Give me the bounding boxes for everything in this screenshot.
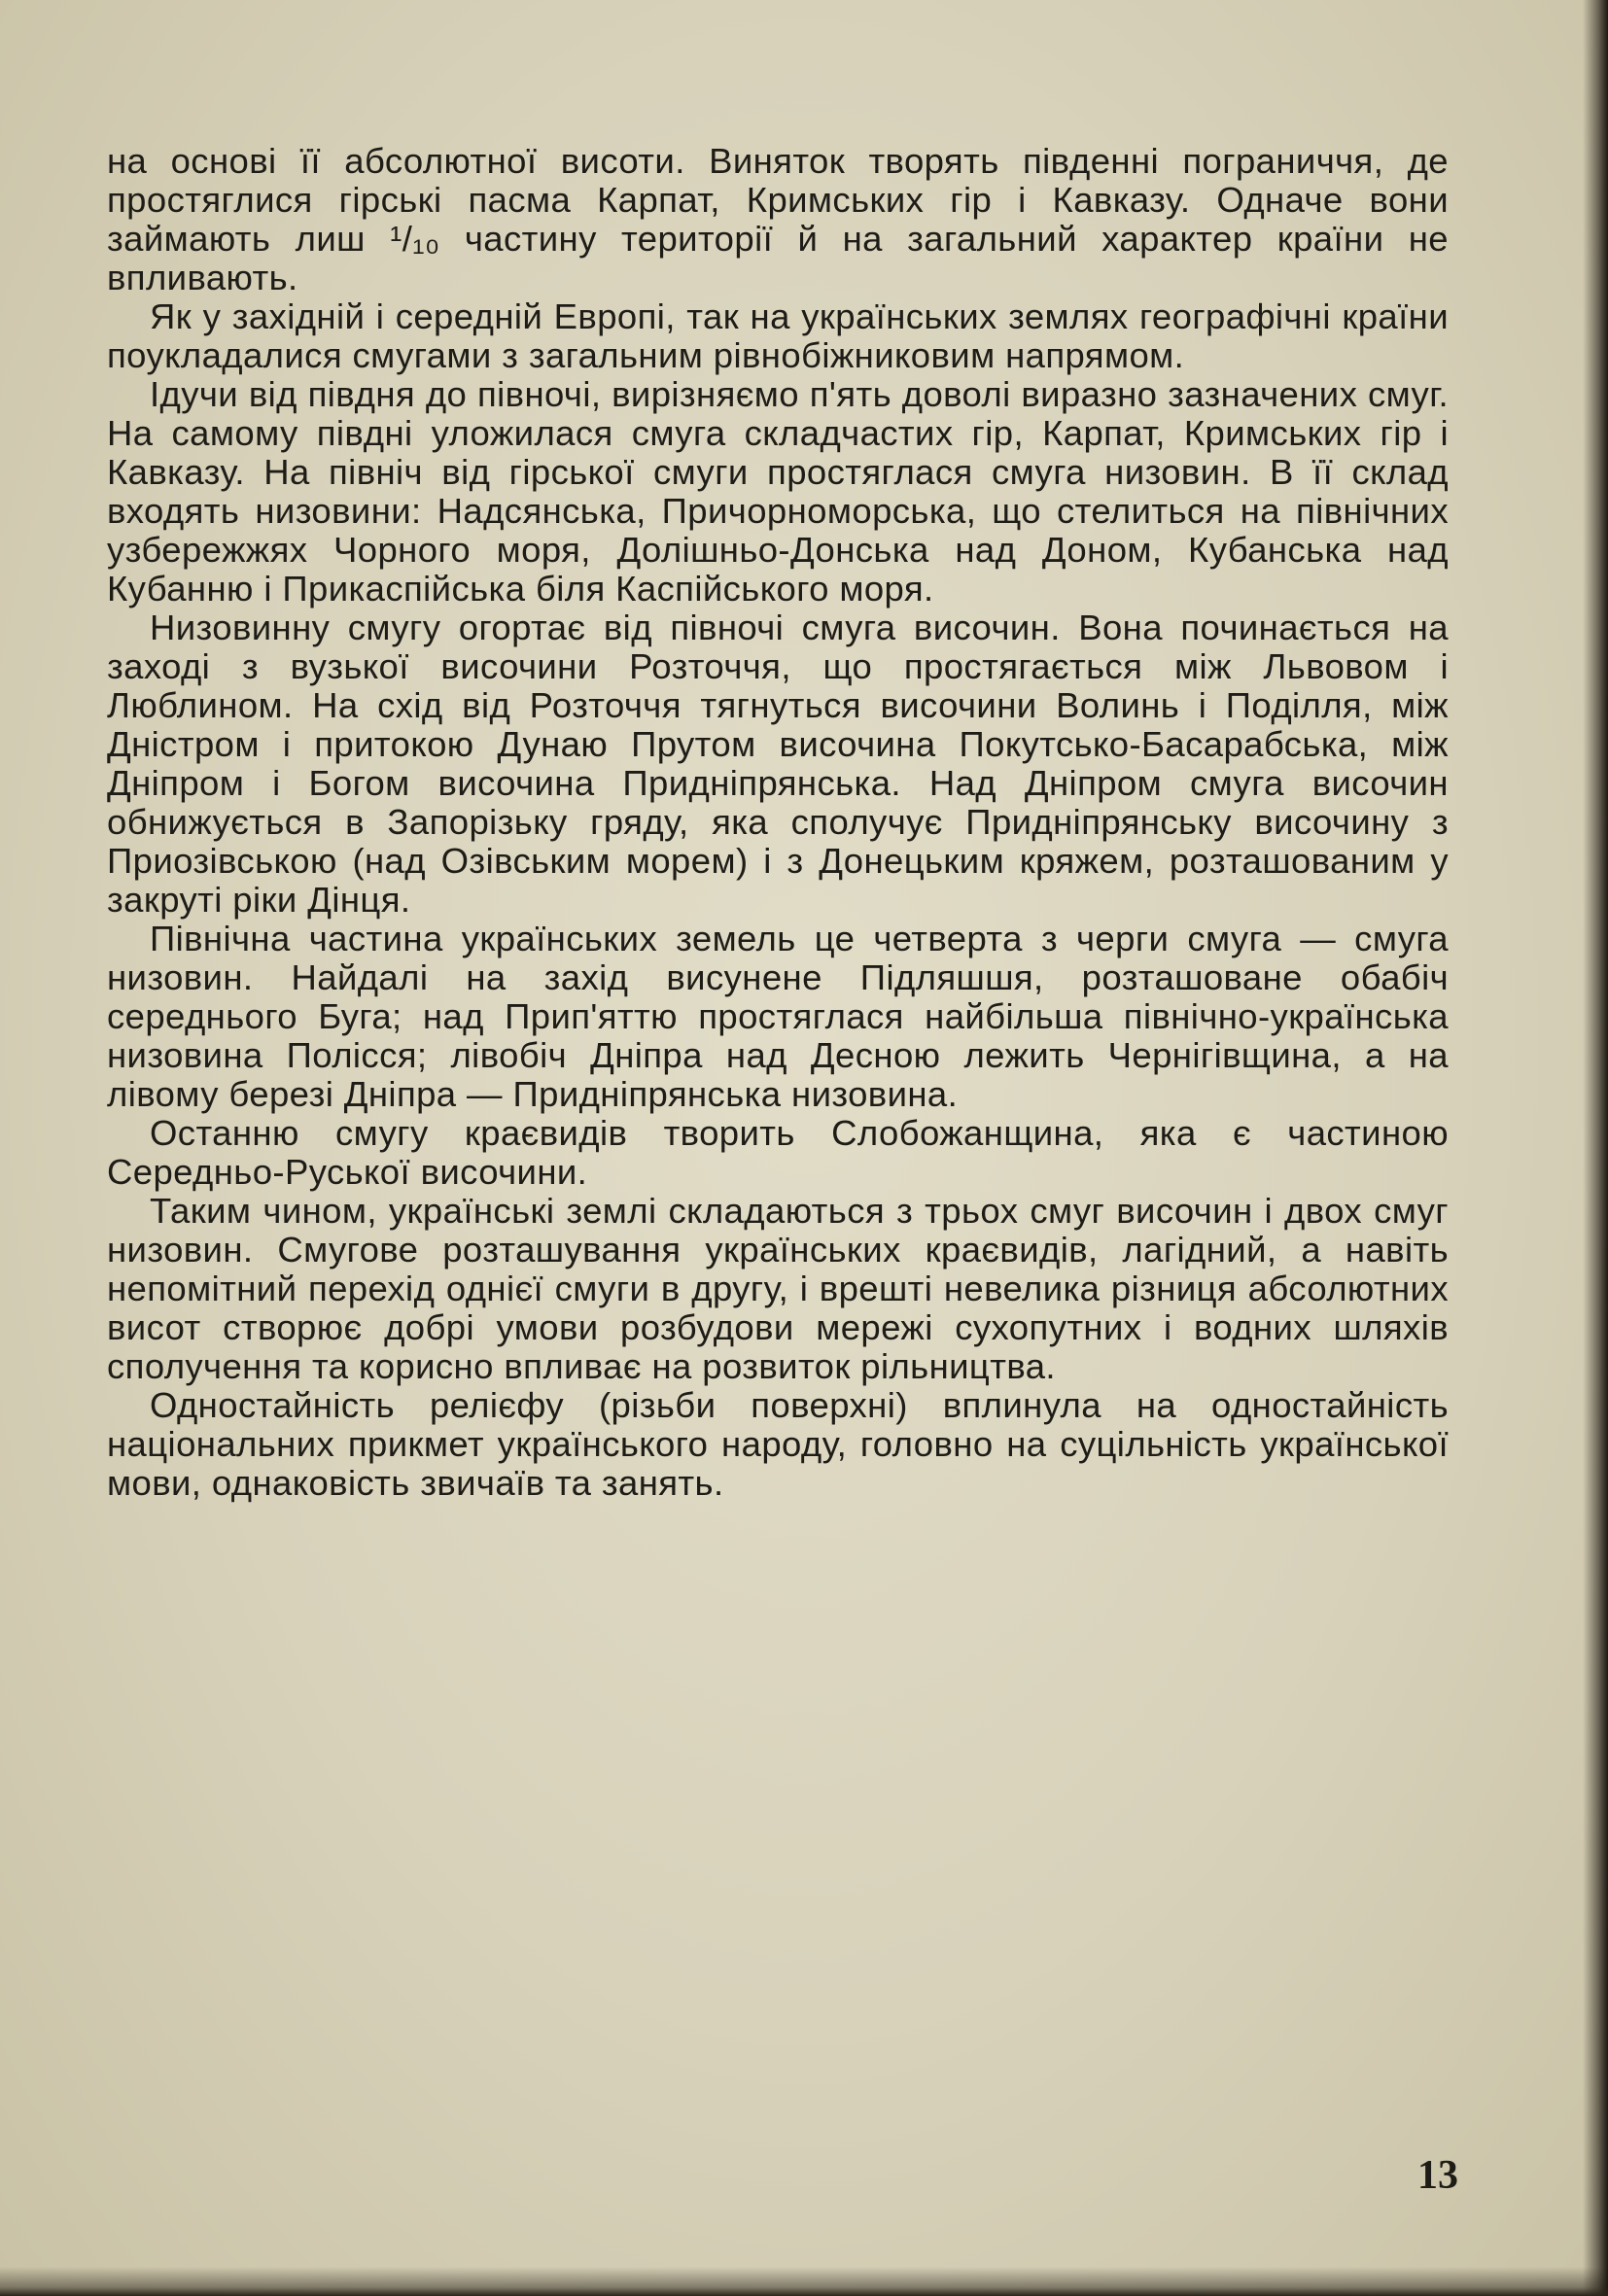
body-text <box>107 142 1449 1503</box>
paragraph-4: Низовинну смугу огортає від півночі смуга височин. Вона починається на заході з вузької височини Розточчя, що простягається між Львовом і Люблином. На схід від Розточчя тягнуться височини Волинь і Поділля, між Дністром і притокою Дунаю Прутом височина Покутсько-Басарабська, між Дніпром і Богом височина Придніпрянська. Над Дніпром смуга височин обнижується в Запорізьку гряду, яка сполучує Придніпрянську височину з Приозівською (над Озівським морем) і з Донецьким кряжем, розташованим у закруті ріки Дінця. <box>107 608 1449 920</box>
page-edge-shadow-bottom <box>0 2267 1608 2296</box>
paragraph-6: Останню смугу краєвидів творить Слобожанщина, яка є частиною Середньо-Руської височини. <box>107 1113 1449 1192</box>
paragraph-5: Північна частина українських земель це четверта з черги смуга — смуга низовин. Найдалі на захід висунене Підляшшя, розташоване обабіч середнього Буга; над Прип'яттю простяглася найбільша північно-українська низовина Полісся; лівобіч Дніпра над Десною лежить Чернігівщина, а на лівому березі Дніпра — Придніпрянська низовина. <box>107 919 1449 1114</box>
paragraph-8: Одностайність релієфу (різьби поверхні) вплинула на одностайність національних прикмет українського народу, головно на суцільність української мови, однаковість звичаїв та занять. <box>107 1385 1449 1503</box>
paragraph-1: на основі її абсолютної висоти. Виняток творять південні пограниччя, де простяглися гірські пасма Карпат, Кримських гір і Кавказу. Одначе вони займають лиш ¹/₁₀ частину території й на загальний характер країни не впливають. <box>107 141 1449 297</box>
paragraph-3: Ідучи від півдня до півночі, вирізняємо п'ять доволі виразно зазначених смуг. На самому півдні уложилася смуга складчастих гір, Карпат, Кримських гір і Кавказу. На північ від гірської смуги простяглася смуга низовин. В її склад входять низовини: Надсянська, Причорноморська, що стелиться на північних узбережжях Чорного моря, Долішньо-Донська над Доном, Кубанська над Кубанню і Прикаспійська біля Каспійського моря. <box>107 374 1449 609</box>
paragraph-7: Таким чином, українські землі складаються з трьох смуг височин і двох смуг низовин. Смугове розташування українських краєвидів, лагідний, а навіть непомітний перехід однієї смуги в другу, і врешті невелика різниця абсолютних висот створює добрі умови розбудови мережі сухопутних і водних шляхів сполучення та корисно впливає на розвиток рільництва. <box>107 1191 1449 1386</box>
page-number: 13 <box>1417 2153 1458 2198</box>
paragraph-2: Як у західній і середній Европі, так на українських землях географічні країни поукладалися смугами з загальним рівнобіжниковим напрямом. <box>107 296 1449 375</box>
page-edge-shadow-right <box>1583 0 1608 2296</box>
